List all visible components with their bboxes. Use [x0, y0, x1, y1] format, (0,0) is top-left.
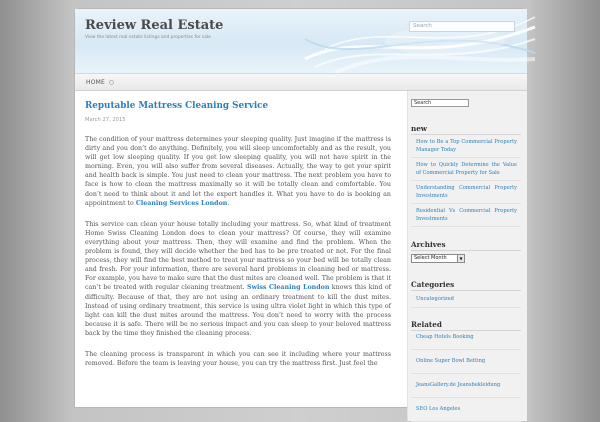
new-posts-list	[411, 135, 521, 227]
page-container	[74, 8, 526, 412]
category-link[interactable]: Uncategorized	[411, 291, 521, 308]
new-post-link[interactable]: Residential Vs Commercial Property Investments	[411, 204, 521, 227]
related-link[interactable]: SEO Los Angeles	[411, 398, 521, 422]
paragraph-text: knows this kind of difficulty. Because of that, they are not using an ordinary treatment to kill the dust mites. Instead of using ordinary treatment, this service is using ultra violet light in which this type of light can kill the dust mites around the mattress. You don’t need to worry with the process because it is safe. There will be no serious impact and you can sleep to your beloved mattress back by the time they finished the cleaning process.	[85, 284, 391, 337]
paragraph-text: .	[227, 199, 230, 207]
chevron-down-icon: ▼	[457, 255, 464, 262]
post-title[interactable]: Reputable Mattress Cleaning Service	[85, 101, 269, 111]
paragraph-text: This service can clean your house totally including your mattress. So, what kind of treatment Home Swiss Cleaning London does to clean your mattress? Of course, they will examine everything about your mattress. Then, they will examine and find the problem. When the problem is found, they will decide whether the bed has to be pre treated or not. For the final process, they will find the best method to treat your mattress so your bed will be totally clean and fresh. For your information, there are several hard problems in cleaning bed or mattress. For example, you have to make sure that the dust mites are cleaned well. The problem is that it can’t be treated with regular cleaning treatment.	[85, 220, 391, 292]
main-content	[85, 101, 391, 401]
new-post-link[interactable]: How to Be a Top Commercial Property Manager Today	[411, 135, 521, 158]
post-date: March 27, 2015	[85, 117, 126, 123]
sidebar	[407, 91, 527, 421]
nav-bar	[75, 73, 527, 91]
related-links-list	[411, 331, 521, 422]
header-swirl-graphic	[305, 9, 535, 73]
swiss-cleaning-london-link[interactable]: Swiss Cleaning London	[247, 284, 330, 292]
related-link[interactable]: Online Super Bowl Betting	[411, 350, 521, 374]
nav-home-link[interactable]: HOME	[86, 79, 106, 86]
widget-title-archives: Archives	[411, 240, 446, 249]
post-paragraph-3: The cleaning process is transparent in which you can see it including where your mattress removed. Before the team is leaving your house, you can try the mattress first. Just feel the	[85, 350, 391, 368]
site-description: View the latest real estate listings and properties for sale	[85, 35, 211, 40]
nav-separator-icon	[109, 80, 114, 85]
header-search-input[interactable]: Search	[409, 21, 515, 32]
categories-list	[411, 291, 521, 308]
post-paragraph-1	[85, 135, 391, 208]
sidebar-search-input[interactable]: Search	[411, 99, 469, 107]
header	[75, 9, 527, 73]
new-post-link[interactable]: How to Quickly Determine the Value of Commercial Property for Sale	[411, 158, 521, 181]
widget-divider	[411, 250, 521, 251]
cleaning-services-london-link[interactable]: Cleaning Services London	[135, 199, 228, 207]
site-title[interactable]: Review Real Estate	[85, 18, 224, 33]
widget-title-new: new	[411, 124, 427, 133]
archives-month-select[interactable]	[411, 254, 465, 263]
post-paragraph-2	[85, 220, 391, 338]
related-link[interactable]: Cheap Hotels Booking	[411, 331, 521, 350]
paragraph-text: The condition of your mattress determines your sleeping quality. Just imagine if the mattress is dirty and you don’t do anything. Definitely, you will sleep uncomfortably and as the result, you will get low sleeping quality. If you get low sleeping quality, you will not have spirit in the morning. Even, you will also suffer from several diseases. Actually, the way to get your spirit and health back is simple. You just need to clean your mattress. The next problem you have to face is how to clean the mattress maximally so it will be totally clean and comfortable. You don’t need to think about it and let the expert handles it. What you have to do is booking an appointment to	[85, 136, 391, 207]
new-post-link[interactable]: Understanding Commercial Property Investments	[411, 181, 521, 204]
related-link[interactable]: JeansGallery.de Jeansbekleidung	[411, 374, 521, 398]
widget-title-related: Related	[411, 320, 442, 329]
archives-selected-value: Select Month	[414, 255, 447, 261]
widget-title-categories: Categories	[411, 280, 455, 289]
